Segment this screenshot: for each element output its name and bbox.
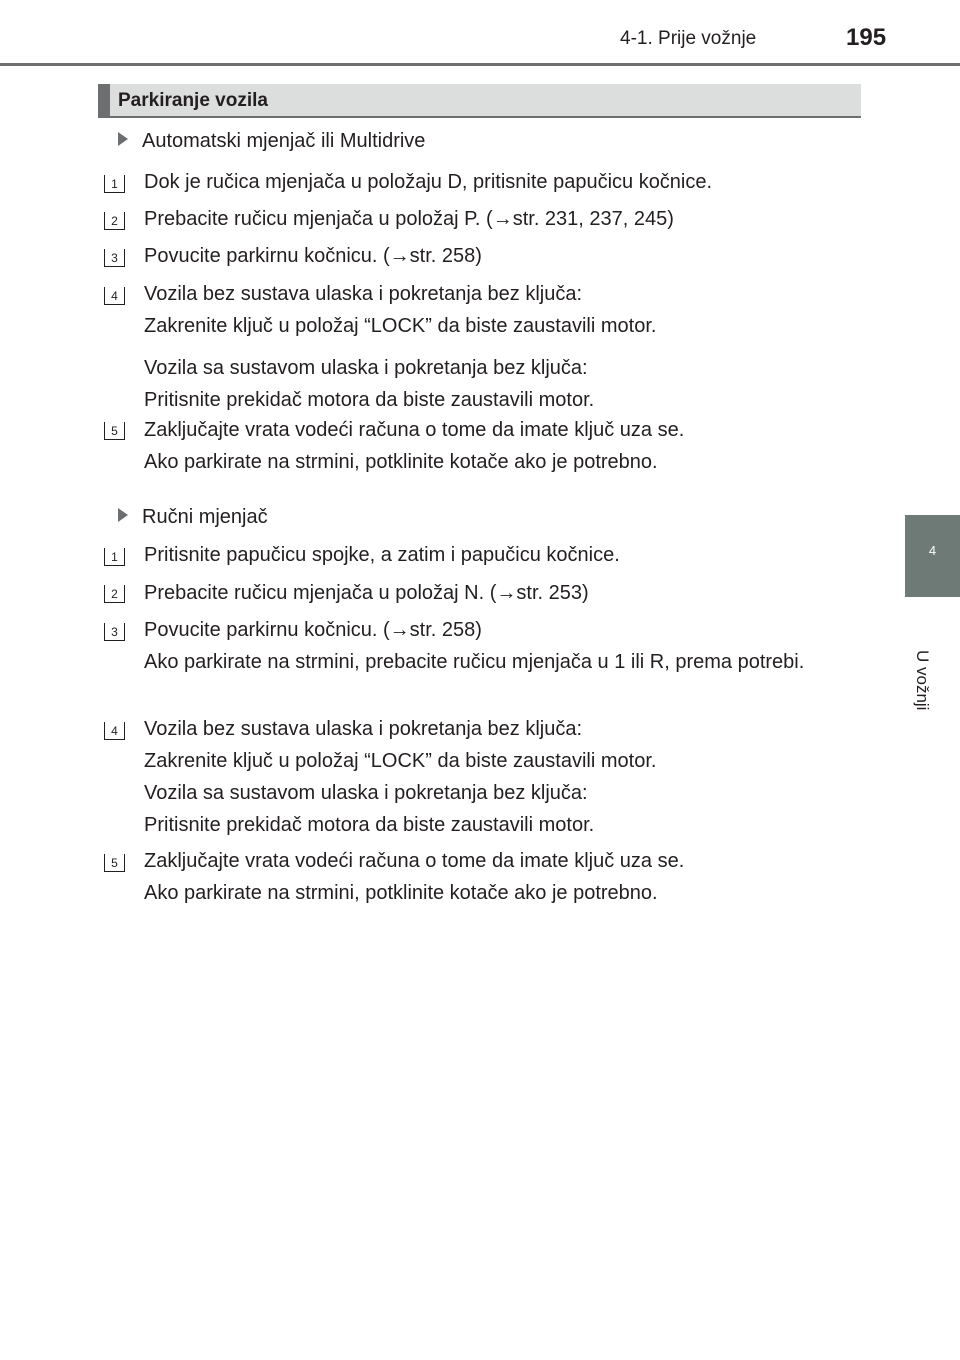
step-number-3: 3 (104, 623, 125, 641)
step-text: Prebacite ručicu mjenjača u položaj P. (→str. 231, 237, 245) (144, 208, 674, 230)
step-text: Vozila bez sustava ulaska i pokretanja bez ključa: (144, 283, 583, 305)
step-number-5: 5 (104, 422, 125, 440)
step-text: Zaključajte vrata vodeći računa o tome da imate ključ uza se. (144, 850, 685, 872)
step-text: Vozila sa sustavom ulaska i pokretanja bez ključa: (144, 782, 588, 804)
step-text: Pritisnite prekidač motora da biste zaustavili motor. (144, 389, 595, 411)
chapter-number: 4 (928, 543, 937, 558)
subheading-automatic-text: Automatski mjenjač ili Multidrive (142, 130, 426, 152)
step-5 (144, 414, 864, 478)
step-text: Ako parkirate na strmini, potklinite kotače ako je potrebno. (144, 451, 658, 473)
chapter-tab (905, 515, 960, 597)
section-title-bar (98, 84, 861, 118)
step-4 (144, 278, 864, 416)
step-number-2: 2 (104, 212, 125, 230)
subheading-manual (118, 506, 268, 529)
step-text: Prebacite ručicu mjenjača u položaj N. (→str. 253) (144, 582, 589, 604)
page-number: 195 (846, 24, 887, 51)
step-2 (144, 577, 864, 609)
step-1 (144, 539, 864, 571)
step-text: Pritisnite papučicu spojke, a zatim i papučicu kočnice. (144, 544, 620, 566)
step-number-1: 1 (104, 548, 125, 566)
step-text: Ako parkirate na strmini, potklinite kotače ako je potrebno. (144, 882, 658, 904)
header-section-title: 4-1. Prije vožnje (620, 28, 757, 49)
step-text: Povucite parkirnu kočnicu. (→str. 258) (144, 619, 482, 641)
step-4 (144, 713, 864, 841)
step-number-4: 4 (104, 287, 125, 305)
step-text: Pritisnite prekidač motora da biste zaustavili motor. (144, 814, 595, 836)
step-number-1: 1 (104, 175, 125, 193)
triangle-bullet-icon (118, 508, 128, 522)
step-number-4: 4 (104, 722, 125, 740)
header-rule (0, 63, 960, 66)
step-3 (144, 240, 864, 272)
step-1 (144, 166, 864, 198)
step-text: Zakrenite ključ u položaj “LOCK” da biste zaustavili motor. (144, 750, 657, 772)
step-text: Povucite parkirnu kočnicu. (→str. 258) (144, 245, 482, 267)
step-text: Dok je ručica mjenjača u položaju D, pritisnite papučicu kočnice. (144, 171, 713, 193)
step-text: Vozila sa sustavom ulaska i pokretanja bez ključa: (144, 357, 588, 379)
step-text: Vozila bez sustava ulaska i pokretanja bez ključa: (144, 718, 583, 740)
step-text: Zakrenite ključ u položaj “LOCK” da biste zaustavili motor. (144, 315, 657, 337)
step-number-3: 3 (104, 249, 125, 267)
step-2 (144, 203, 864, 235)
step-text: Zaključajte vrata vodeći računa o tome da imate ključ uza se. (144, 419, 685, 441)
section-title: Parkiranje vozila (118, 90, 268, 111)
subheading-automatic (118, 130, 425, 153)
step-number-5: 5 (104, 854, 125, 872)
triangle-bullet-icon (118, 132, 128, 146)
step-5 (144, 845, 864, 909)
subheading-manual-text: Ručni mjenjač (142, 506, 268, 528)
step-text: Ako parkirate na strmini, prebacite ručicu mjenjača u 1 ili R, prema potrebi. (144, 651, 805, 673)
step-number-2: 2 (104, 585, 125, 603)
step-3 (144, 614, 864, 678)
chapter-label: U vožnji (913, 650, 932, 711)
